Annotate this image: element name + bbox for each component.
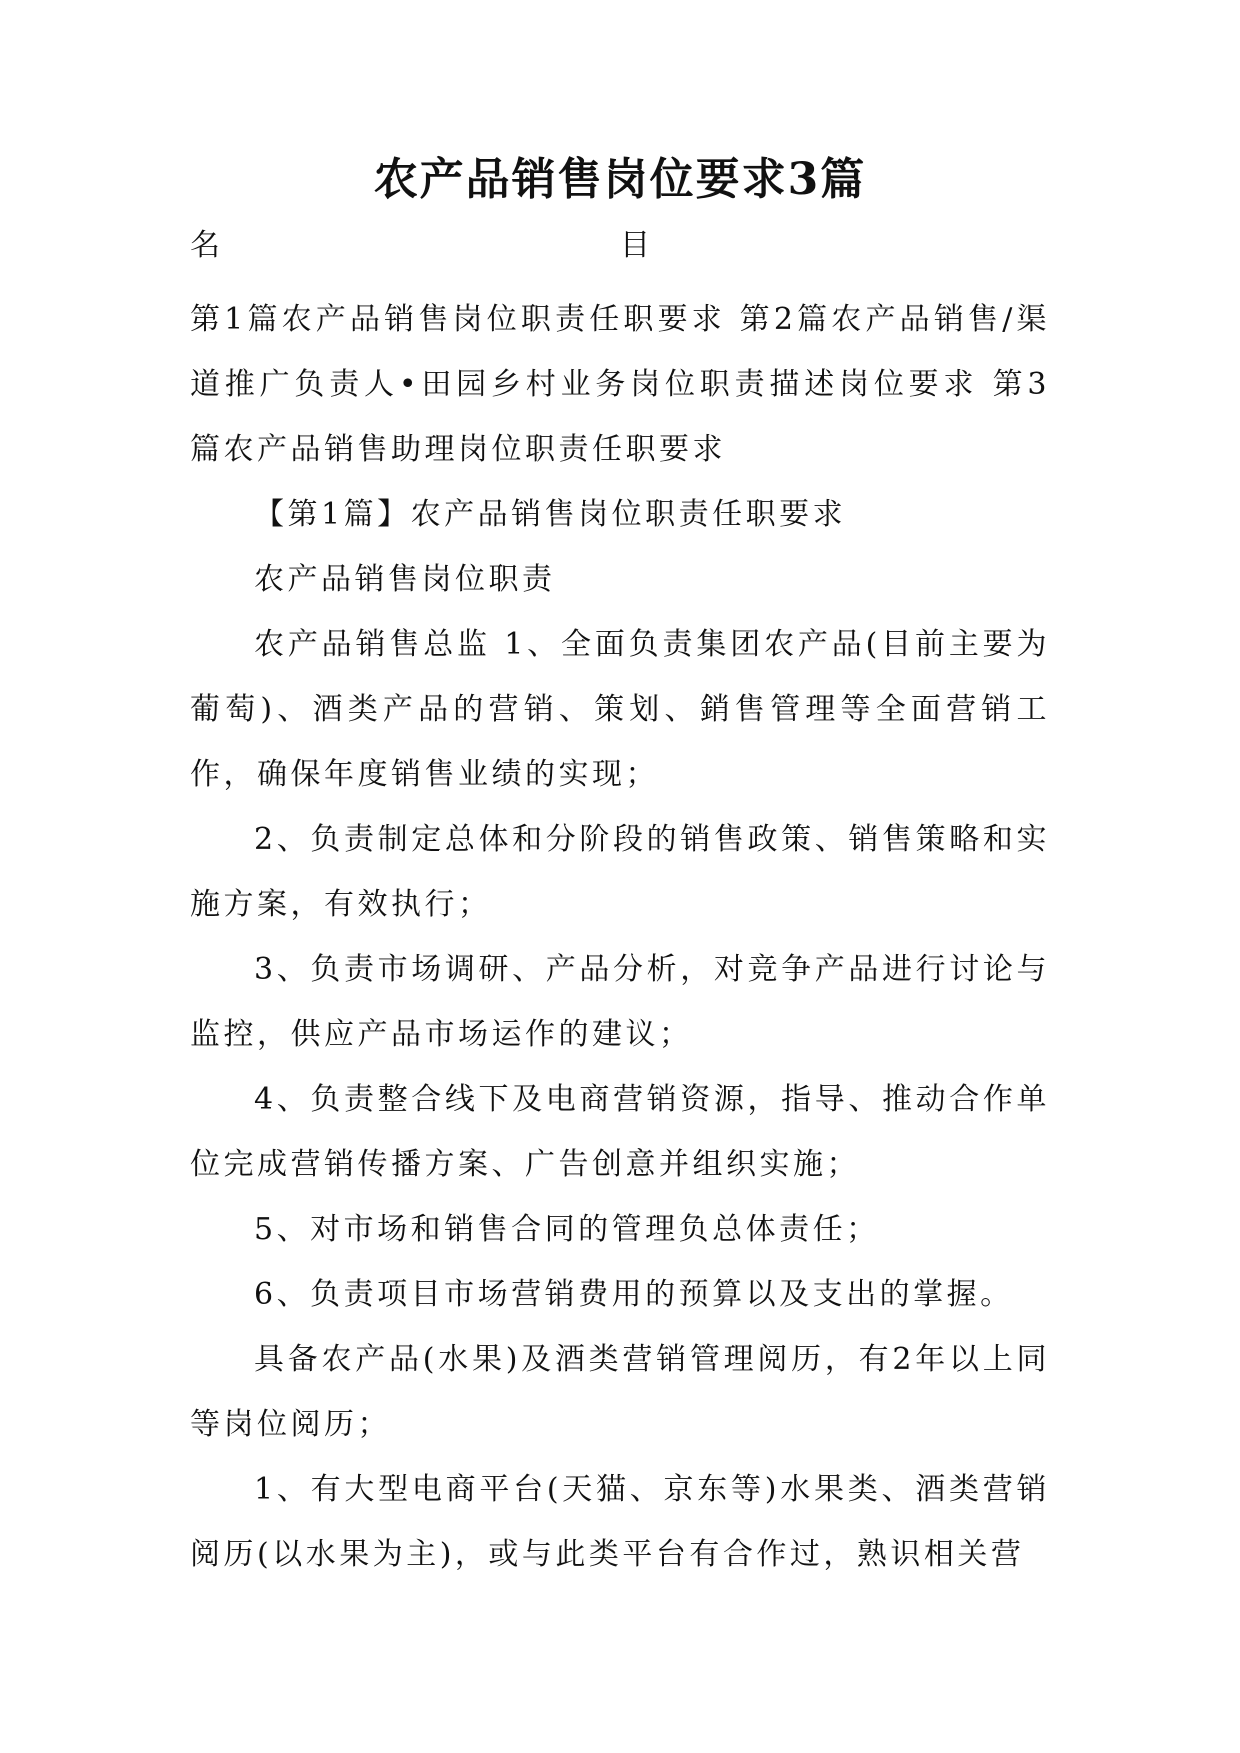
section-heading: 【第1篇】农产品销售岗位职责任职要求 [254,497,847,532]
paragraph: 2、负责制定总体和分阶段的销售政策、销售策略和实施方案，有效执行； [190,822,1050,922]
paragraph: 1、有大型电商平台(天猫、京东等)水果类、酒类营销阅历(以水果为主)，或与此类平台有合作过，熟识相关营 [190,1472,1050,1572]
document-title: 农产品销售岗位要求3篇 [373,154,867,205]
paragraph: 3、负责市场调研、产品分析，对竞争产品进行讨论与监控，供应产品市场运作的建议； [190,952,1050,1052]
paragraph: 农产品销售总监 1、全面负责集团农产品(目前主要为葡萄)、酒类产品的营销、策划、銷售管理等全面营销工作，确保年度销售业绩的实现； [190,627,1050,792]
toc-text: 第1篇农产品销售岗位职责任职要求 第2篇农产品销售/渠道推广负责人•田园乡村业务岗位职责描述岗位要求 第3篇农产品销售助理岗位职责任职要求 [190,302,1050,467]
paragraph: 4、负责整合线下及电商营销资源，指导、推动合作单位完成营销传播方案、广告创意并组织实施； [190,1082,1050,1182]
paragraph: 6、负责项目市场营销费用的预算以及支出的掌握。 [254,1277,1014,1312]
paragraph: 5、对市场和销售合同的管理负总体责任； [254,1212,880,1247]
toc-heading-right: 目 [620,228,650,263]
paragraph: 具备农产品(水果)及酒类营销管理阅历，有2年以上同等岗位阅历； [190,1342,1050,1442]
document-body [190,287,1050,1587]
subsection-heading: 农产品销售岗位职责 [254,562,556,597]
toc-heading-left: 名 [190,228,220,263]
